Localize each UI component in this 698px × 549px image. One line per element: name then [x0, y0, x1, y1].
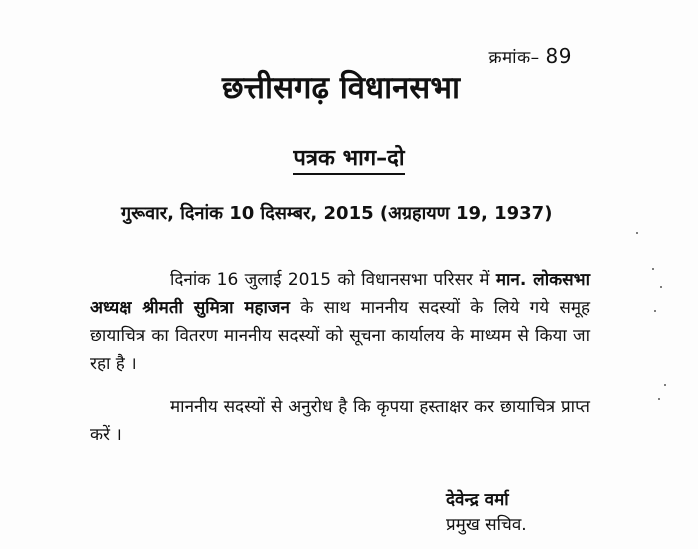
subtitle-text: पत्रक भाग–दो [293, 146, 404, 175]
paragraph-2-text: माननीय सदस्यों से अनुरोध है कि कृपया हस्ताक्षर कर छायाचित्र प्राप्त करें । [90, 397, 590, 445]
page-subtitle [0, 142, 698, 172]
signatory-name: देवेन्द्र वर्मा [446, 490, 509, 510]
serial-value: 89 [545, 44, 572, 68]
paragraph-1 [90, 266, 590, 378]
scan-speck [636, 232, 638, 234]
scan-speck [658, 398, 660, 400]
signatory-designation: प्रमुख सचिव. [446, 515, 527, 535]
paragraph-2 [90, 393, 590, 449]
paragraph-1-rest: के साथ माननीय सदस्यों के लिये गये समूह छायाचित्र का वितरण माननीय सदस्यों को सूचना कार्यालय के माध्यम से किया जा रहा है । [90, 298, 591, 374]
serial-number [488, 44, 572, 68]
paragraph-1-lead: दिनांक 16 जुलाई 2015 को विधानसभा परिसर में [170, 270, 490, 290]
date-line: गुरूवार, दिनांक 10 दिसम्बर, 2015 (अग्रहायण 19, 1937) [121, 203, 553, 224]
paragraph-1-bold: मान. लोकसभा अध्यक्ष श्रीमती सुमित्रा महाजन [90, 270, 590, 318]
page-title: छत्तीसगढ़ विधानसभा [221, 70, 461, 106]
serial-label: क्रमांक– [488, 48, 540, 68]
scan-speck [660, 286, 662, 288]
scan-speck [664, 384, 666, 386]
scan-speck [652, 268, 654, 270]
scan-speck [654, 310, 656, 312]
